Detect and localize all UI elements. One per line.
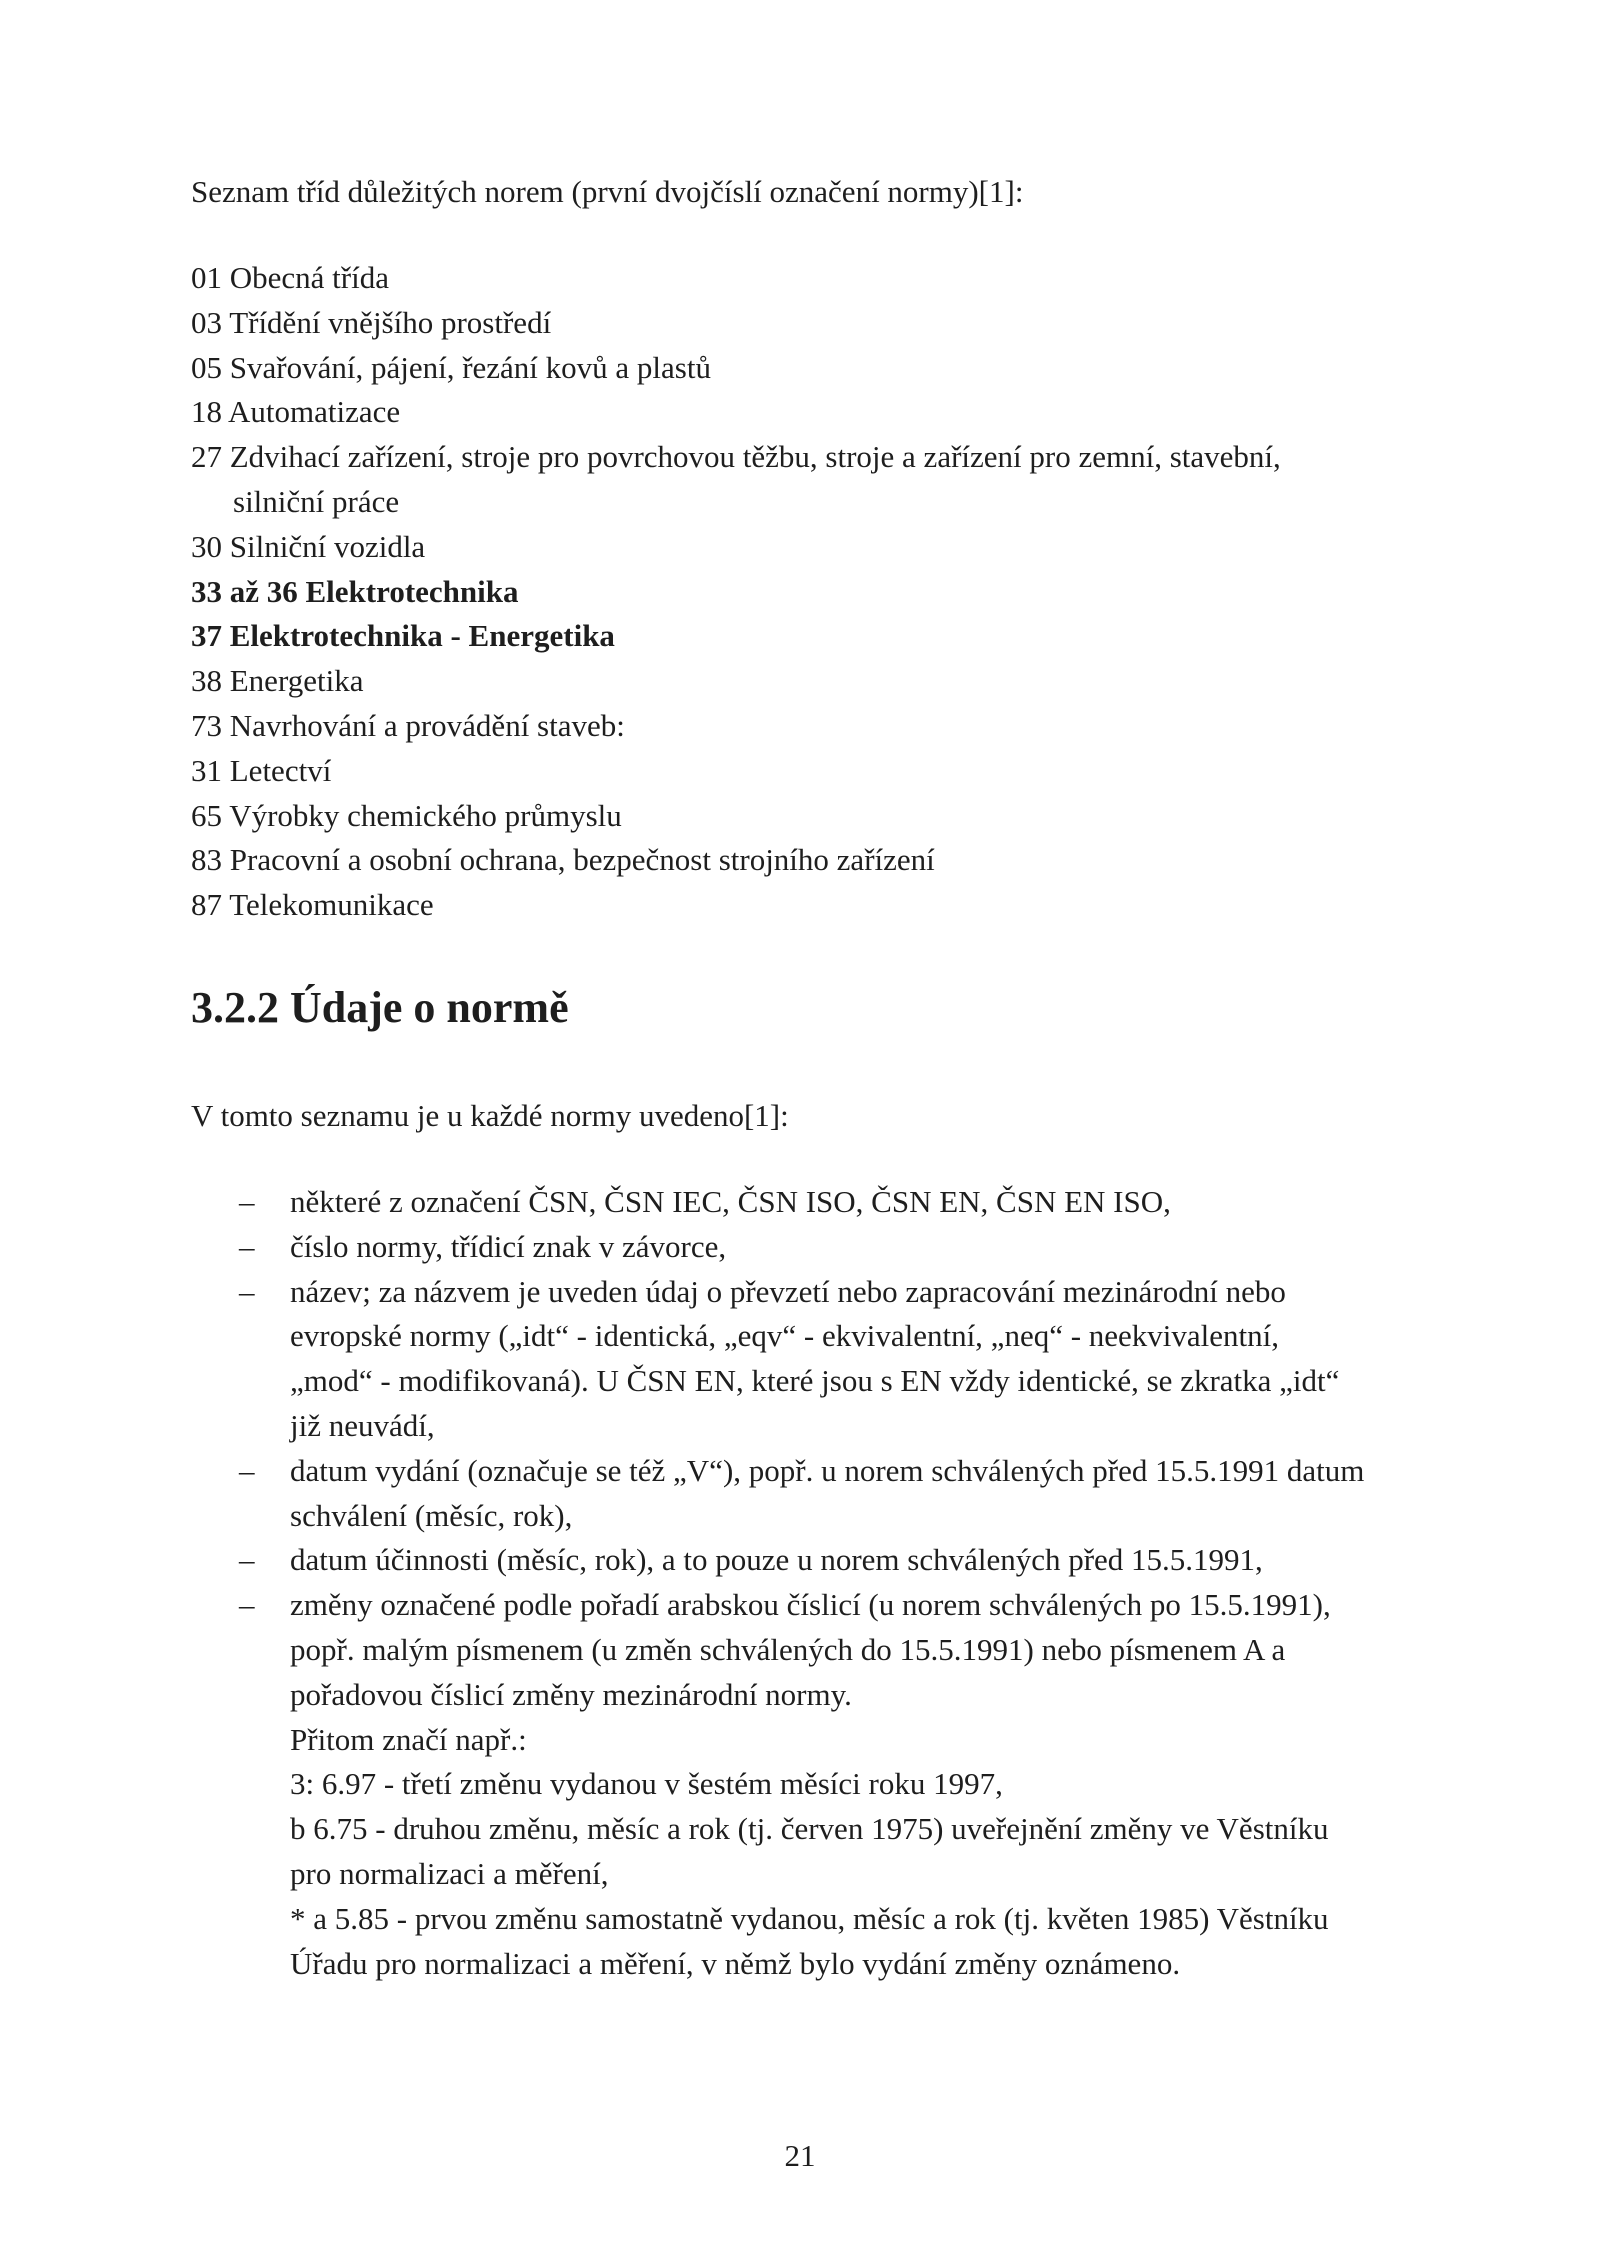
norm-class-item: 27 Zdvihací zařízení, stroje pro povrchovou těžbu, stroje a zařízení pro zemní, stavební, silniční práce bbox=[191, 439, 1281, 519]
norm-class-item: 03 Třídění vnějšího prostředí bbox=[191, 304, 552, 340]
list-dash: – bbox=[239, 1228, 255, 1264]
norm-classes-intro: Seznam tříd důležitých norem (první dvojčíslí označení normy)[1]: bbox=[191, 174, 1024, 209]
norm-detail-line: Přitom značí např.: bbox=[290, 1721, 527, 1757]
norm-detail-line: číslo normy, třídicí znak v závorce, bbox=[290, 1228, 727, 1264]
list-dash: – bbox=[239, 1184, 255, 1219]
norm-class-list bbox=[191, 256, 1291, 928]
norm-class-item: 33 až 36 Elektrotechnika bbox=[191, 573, 519, 609]
norm-class-item: 37 Elektrotechnika - Energetika bbox=[191, 618, 615, 654]
list-dash: – bbox=[239, 1273, 255, 1309]
list-dash: – bbox=[239, 1452, 255, 1488]
norm-class-item: 18 Automatizace bbox=[191, 394, 401, 430]
norm-detail-item bbox=[191, 1583, 1421, 1986]
page-number: 21 bbox=[784, 2138, 816, 2173]
norm-detail-line: pořadovou číslicí změny mezinárodní normy. bbox=[290, 1676, 852, 1712]
norm-detail-line: pro normalizaci a měření, bbox=[290, 1855, 609, 1891]
norm-detail-item bbox=[191, 1538, 1421, 1583]
norm-class-item: 83 Pracovní a osobní ochrana, bezpečnost strojního zařízení bbox=[191, 842, 935, 878]
norm-class-item: 01 Obecná třída bbox=[191, 260, 389, 295]
list-dash: – bbox=[239, 1587, 255, 1623]
norm-detail-line: Úřadu pro normalizaci a měření, v němž bylo vydání změny oznámeno. bbox=[290, 1945, 1181, 1981]
section-heading: 3.2.2 Údaje o normě bbox=[191, 983, 569, 1032]
norm-detail-line: název; za názvem je uveden údaj o převzetí nebo zapracování mezinárodní nebo bbox=[290, 1273, 1286, 1309]
norm-class-item: 38 Energetika bbox=[191, 663, 364, 699]
norm-class-item: 65 Výrobky chemického průmyslu bbox=[191, 797, 622, 833]
norm-class-item: 87 Telekomunikace bbox=[191, 887, 434, 923]
norm-detail-line: změny označené podle pořadí arabskou číslicí (u norem schválených po 15.5.1991), bbox=[290, 1587, 1331, 1623]
norm-detail-line: b 6.75 - druhou změnu, měsíc a rok (tj. červen 1975) uveřejnění změny ve Věstníku bbox=[290, 1811, 1329, 1847]
norm-detail-line: evropské normy („idt“ - identická, „eqv“ - ekvivalentní, „neq“ - neekvivalentní, bbox=[290, 1318, 1280, 1354]
norm-class-item: 30 Silniční vozidla bbox=[191, 528, 426, 564]
norm-class-item: 05 Svařování, pájení, řezání kovů a plastů bbox=[191, 349, 711, 385]
norm-details-list bbox=[191, 1180, 1421, 1986]
list-dash: – bbox=[239, 1542, 255, 1578]
norm-detail-line: některé z označení ČSN, ČSN IEC, ČSN ISO, ČSN EN, ČSN EN ISO, bbox=[290, 1184, 1171, 1219]
norm-detail-item bbox=[191, 1180, 1421, 1225]
norm-detail-item bbox=[191, 1449, 1421, 1539]
norm-detail-line: * a 5.85 - prvou změnu samostatně vydanou, měsíc a rok (tj. květen 1985) Věstníku bbox=[290, 1900, 1329, 1936]
norm-detail-line: schválení (měsíc, rok), bbox=[290, 1497, 573, 1533]
norm-detail-line: 3: 6.97 - třetí změnu vydanou v šestém měsíci roku 1997, bbox=[290, 1766, 1003, 1802]
norm-class-item: 73 Navrhování a provádění staveb: bbox=[191, 707, 625, 743]
norm-detail-line: popř. malým písmenem (u změn schválených do 15.5.1991) nebo písmenem A a bbox=[290, 1631, 1286, 1667]
norm-detail-line: již neuvádí, bbox=[290, 1407, 435, 1443]
norm-class-item: 31 Letectví bbox=[191, 752, 332, 788]
norm-detail-item bbox=[191, 1270, 1421, 1449]
norm-detail-line: datum účinnosti (měsíc, rok), a to pouze u norem schválených před 15.5.1991, bbox=[290, 1542, 1263, 1578]
norm-details-lead: V tomto seznamu je u každé normy uvedeno[1]: bbox=[191, 1098, 789, 1133]
norm-detail-line: datum vydání (označuje se též „V“), popř. u norem schválených před 15.5.1991 datum bbox=[290, 1452, 1365, 1488]
norm-detail-line: „mod“ - modifikovaná). U ČSN EN, které jsou s EN vždy identické, se zkratka „idt“ bbox=[290, 1363, 1340, 1399]
norm-detail-item bbox=[191, 1225, 1421, 1270]
